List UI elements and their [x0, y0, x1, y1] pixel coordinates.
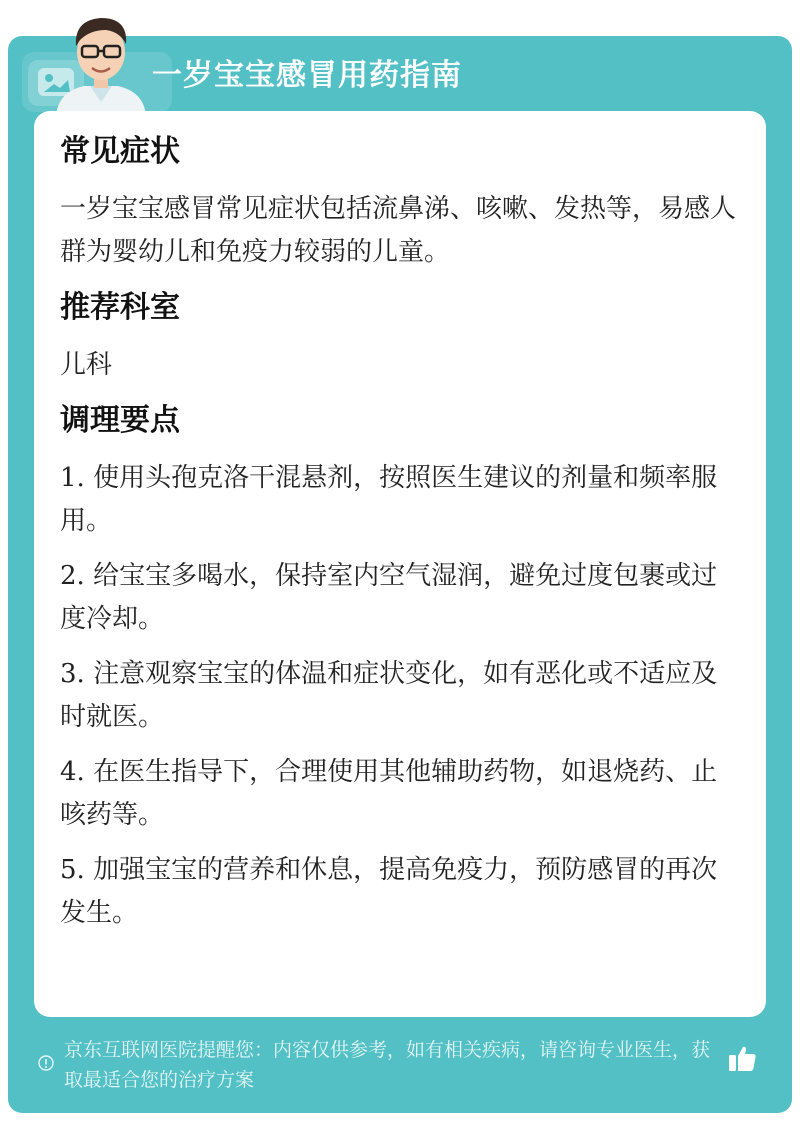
info-icon [38, 1055, 54, 1071]
care-item-number: 2. [60, 561, 85, 591]
care-item-text: 加强宝宝的营养和休息，提高免疫力，预防感冒的再次发生。 [60, 855, 718, 928]
care-item-text: 注意观察宝宝的体温和症状变化，如有恶化或不适应及时就医。 [60, 659, 718, 732]
care-item [60, 555, 736, 641]
section-heading-care: 调理要点 [60, 403, 180, 438]
section-heading-department: 推荐科室 [60, 290, 180, 325]
guide-content [60, 130, 736, 935]
care-item [60, 751, 736, 837]
care-item-number: 3. [60, 659, 85, 689]
care-item [60, 653, 736, 739]
care-item [60, 849, 736, 935]
footer-disclaimer: 京东互联网医院提醒您：内容仅供参考，如有相关疾病，请咨询专业医生，获取最适合您的治疗方案 [64, 1039, 711, 1091]
care-item-number: 5. [60, 855, 85, 885]
thumbs-up-icon[interactable] [726, 1042, 758, 1074]
care-item-number: 1. [60, 463, 85, 493]
care-item-text: 给宝宝多喝水，保持室内空气湿润，避免过度包裹或过度冷却。 [60, 561, 718, 634]
section-heading-symptoms: 常见症状 [60, 134, 180, 169]
care-item [60, 457, 736, 543]
page-title: 一岁宝宝感冒用药指南 [152, 58, 462, 93]
doctor-avatar [46, 6, 156, 116]
symptoms-text: 一岁宝宝感冒常见症状包括流鼻涕、咳嗽、发热等，易感人群为婴幼儿和免疫力较弱的儿童。 [60, 194, 737, 267]
care-item-number: 4. [60, 757, 85, 787]
care-item-text: 使用头孢克洛干混悬剂，按照医生建议的剂量和频率服用。 [60, 463, 718, 536]
department-text: 儿科 [60, 350, 113, 380]
care-item-text: 在医生指导下，合理使用其他辅助药物，如退烧药、止咳药等。 [60, 757, 718, 830]
